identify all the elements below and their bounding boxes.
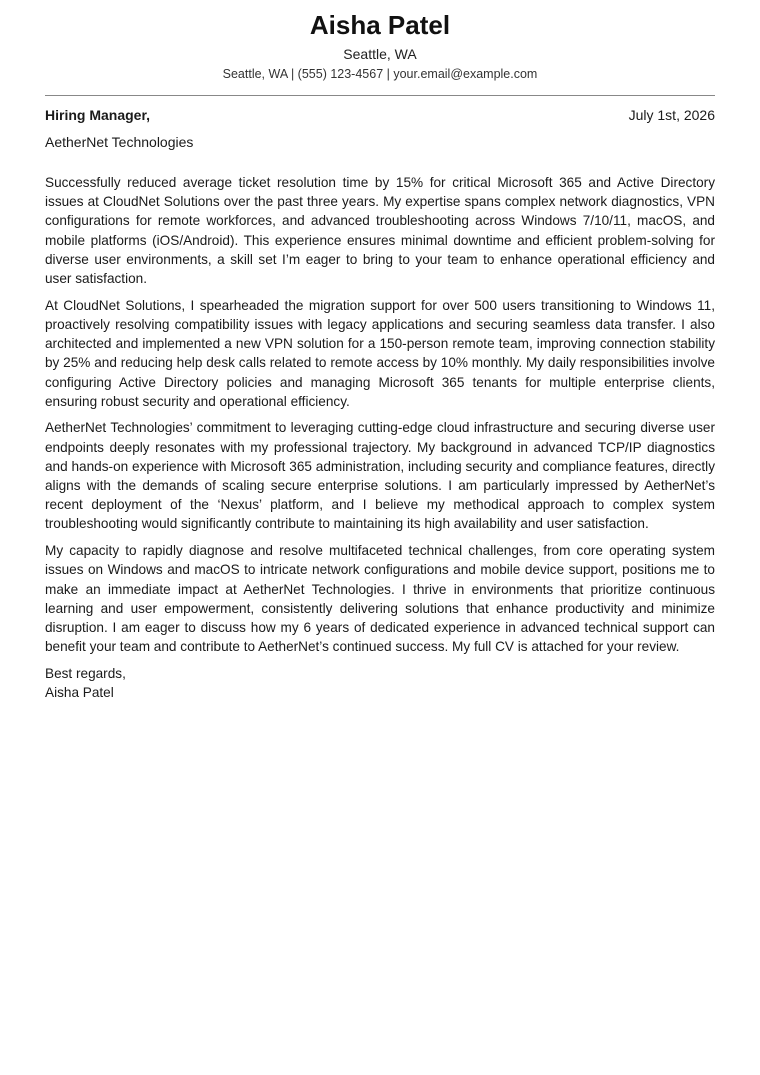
header-divider — [45, 95, 715, 96]
letter-date: July 1st, 2026 — [628, 107, 715, 123]
recipient-date-row — [45, 105, 715, 125]
signature-name: Aisha Patel — [45, 685, 114, 701]
body-paragraph-1: Successfully reduced average ticket resolution time by 15% for critical Microsoft 365 and Active Directory issues at CloudNet Solutions over the past three years. My expertise spans complex network diagnostics, VPN configurations for remote workforces, and advanced troubleshooting across Windows 7/10/11, macOS, and mobile platforms (iOS/Android). This experience ensures minimal downtime and efficient problem-solving for diverse user environments, a skill set I’m eager to bring to your team to enhance operational efficiency and user satisfaction. — [45, 175, 715, 287]
recipient-company: AetherNet Technologies — [45, 134, 194, 150]
letter-header — [45, 0, 715, 83]
applicant-contact-line: Seattle, WA | (555) 123-4567 | your.email@example.com — [222, 67, 538, 81]
body-paragraph-2: At CloudNet Solutions, I spearheaded the migration support for over 500 users transitioning to Windows 11, proactively resolving compatibility issues with legacy applications and securing seamless data transfer. I also architected and implemented a new VPN solution for a 150-person remote team, improving connection stability by 25% and reducing help desk calls related to remote access by 10% monthly. My daily responsibilities involve configuring Active Directory policies and managing Microsoft 365 tenants for multiple enterprise clients, ensuring robust security and operational efficiency. — [45, 297, 715, 409]
body-paragraph-3: AetherNet Technologies’ commitment to leveraging cutting-edge cloud infrastructure and securing diverse user endpoints deeply resonates with my professional trajectory. My background in advanced TCP/IP diagnostics and hands-on experience with Microsoft 365 administration, including security and compliance features, directly aligns with the demands of scaling secure enterprise solutions. I am particularly impressed by AetherNet’s recent deployment of the ‘Nexus’ platform, and I believe my methodical approach to complex system troubleshooting would significantly contribute to maintaining its high availability and user satisfaction. — [45, 420, 715, 532]
body-paragraph-4: My capacity to rapidly diagnose and resolve multifaceted technical challenges, from core operating system issues on Windows and macOS to intricate network configurations and mobile device support, positions me to make an immediate impact at AetherNet Technologies. I thrive in environments that prioritize continuous learning and user empowerment, consistently delivering solutions that enhance productivity and minimize disruption. I am eager to discuss how my 6 years of dedicated experience in advanced technical support can benefit your team and contribute to AetherNet’s continued success. My full CV is attached for your review. — [45, 543, 715, 655]
closing-phrase: Best regards, — [45, 665, 126, 681]
letter-body — [45, 173, 715, 656]
recipient-salutation: Hiring Manager, — [45, 107, 151, 123]
applicant-name: Aisha Patel — [309, 10, 451, 40]
letter-closing-block — [45, 664, 715, 702]
applicant-location: Seattle, WA — [343, 46, 417, 62]
